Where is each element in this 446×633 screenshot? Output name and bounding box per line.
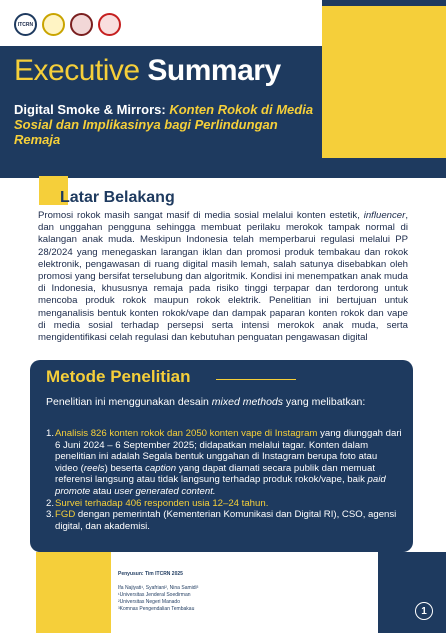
- university-logo-icon: [42, 13, 65, 36]
- affiliation-1: ¹Universitas Jenderal Soedirman: [118, 592, 191, 598]
- latar-belakang-text: Promosi rokok masih sangat masif di media sosial melalui konten estetik, influencer, dan unggahan pengguna sehingga membuat perilaku merokok tampak normal di kalangan anak muda. Meskipun Indonesia telah memperbarui regulasi melalui PP 28/2024 yang menegaskan larangan iklan dan promosi produk tembakau dan rokok elektronik, pengawasan di ruang digital masih lemah, salah satunya disebabkan oleh promosi yang bersifat terselubung dan algoritmik. Kondisi ini menempatkan anak muda di Indonesia, khususnya remaja pada risiko tinggi terpapar dan terdorong untuk mencoba produk rokok maupun rokok elektrik. Penelitian ini bertujuan untuk menganalisis bentuk konten rokok/vape dan dampak paparan konten rokok dan vape di media sosial terhadap persepsi serta intensi merokok anak muda, serta mengidentifikasi celah regulasi dan kebutuhan penguatan pengawasan digital: [38, 210, 408, 344]
- metode-list: [46, 428, 402, 532]
- partner-logo-icon: [98, 13, 121, 36]
- metode-intro: Penelitian ini menggunakan desain mixed methods yang melibatkan:: [46, 396, 366, 408]
- heading-underline: [216, 379, 296, 380]
- latar-belakang-heading: Latar Belakang: [60, 189, 175, 206]
- logo-row: [14, 13, 121, 36]
- page-number: 1: [415, 602, 433, 620]
- footer-credits: [118, 571, 198, 613]
- page-subtitle: Digital Smoke & Mirrors: Konten Rokok di Media Sosial dan Implikasinya bagi Perlindungan Remaja: [14, 102, 314, 147]
- footer-yellow-block: [36, 552, 111, 633]
- yellow-accent-block: [322, 6, 446, 158]
- affiliation-3: ³Komnas Pengendalian Tembakau: [118, 606, 195, 612]
- university-seal-icon: [70, 13, 93, 36]
- itcrn-logo-icon: ITCRN: [14, 13, 37, 36]
- team-credit: Penyusun: Tim ITCRN 2025: [118, 571, 183, 577]
- author-list: Ifa Najiyati¹, Syafriani², Nina Samidi³: [118, 585, 199, 591]
- list-item: 2. Survei terhadap 406 responden usia 12–24 tahun.: [46, 497, 269, 509]
- page-title: Executive Summary: [14, 54, 281, 87]
- affiliation-2: ²Universitas Negeri Manado: [118, 599, 180, 605]
- list-item: 1. Analisis 826 konten rokok dan 2050 konten vape di Instagram yang diunggah dari 6 Juni 2024 – 6 September 2025; didapatkan melalui tagar. Konten dalam penelitian ini adalah Segala bentuk unggahan di Instagram berupa foto atau video (reels) beserta caption yang dapat diamati secara publik dan memuat referensi langsung atau tidak langsung terhadap produk rokok/vape, baik paid promote atau user generated content.: [46, 428, 402, 497]
- metode-heading: Metode Penelitian: [46, 367, 191, 386]
- list-item: 3. FGD dengan pemerintah (Kementerian Komunikasi dan Digital RI), CSO, agensi digital, dan akademisi.: [46, 509, 397, 532]
- footer-navy-block: [378, 552, 446, 633]
